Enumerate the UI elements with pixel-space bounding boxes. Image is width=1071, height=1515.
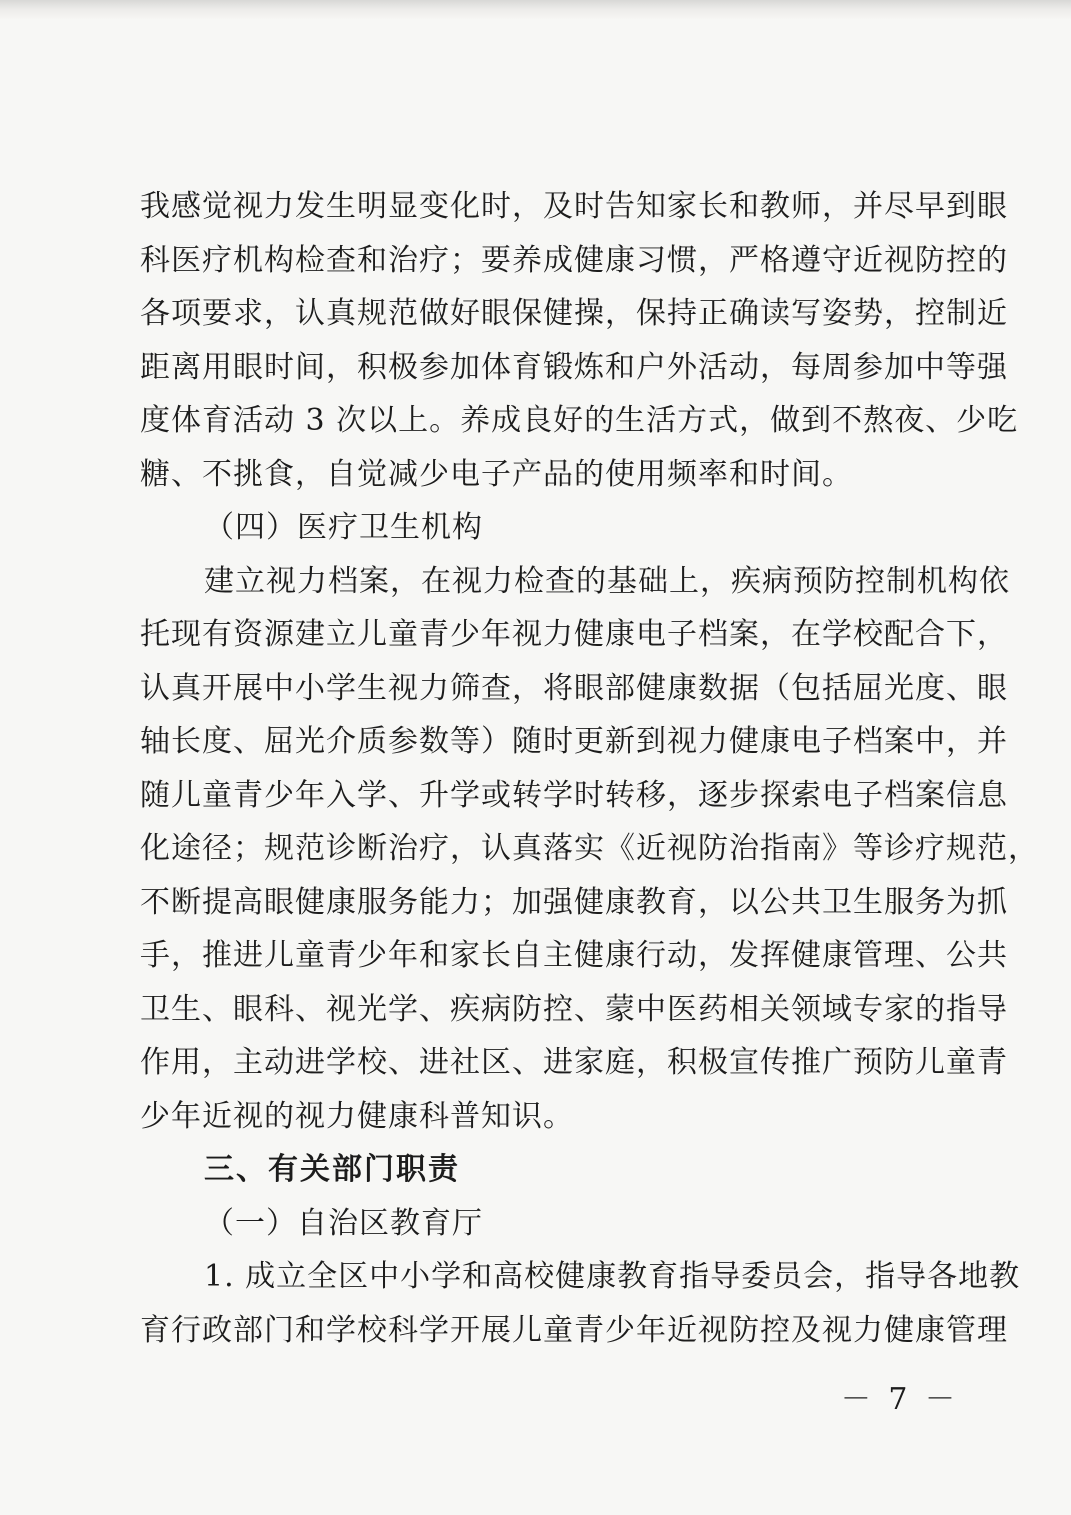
- text-line: 科医疗机构检查和治疗；要养成健康习惯，严格遵守近视防控的: [140, 242, 1008, 278]
- text-line: 手，推进儿童青少年和家长自主健康行动，发挥健康管理、公共: [140, 938, 1008, 973]
- document-body: [140, 180, 1039, 1357]
- text-line: 托现有资源建立儿童青少年视力健康电子档案，在学校配合下，: [140, 617, 1008, 652]
- text-line: 建立视力档案，在视力检查的基础上，疾病预防控制机构依: [204, 563, 1010, 599]
- text-line: 1. 成立全区中小学和高校健康教育指导委员会，指导各地教: [204, 1259, 1021, 1294]
- section-subheading: （一）自治区教育厅: [204, 1205, 483, 1241]
- text-line: 随儿童青少年入学、升学或转学时转移，逐步探索电子档案信息: [140, 777, 1008, 813]
- section-heading: 三、有关部门职责: [204, 1152, 460, 1187]
- text-line: 不断提高眼健康服务能力；加强健康教育，以公共卫生服务为抓: [140, 884, 1008, 920]
- text-line: 糖、不挑食，自觉减少电子产品的使用频率和时间。: [140, 456, 853, 492]
- text-line: 育行政部门和学校科学开展儿童青少年近视防控及视力健康管理: [140, 1312, 1008, 1348]
- text-line: 作用，主动进学校、进社区、进家庭，积极宣传推广预防儿童青: [140, 1045, 1008, 1080]
- text-line: 距离用眼时间，积极参加体育锻炼和户外活动，每周参加中等强: [140, 349, 1008, 385]
- text-line: 化途径；规范诊断治疗，认真落实《近视防治指南》等诊疗规范，: [140, 831, 1039, 866]
- text-line: 各项要求，认真规范做好眼保健操，保持正确读写姿势，控制近: [140, 296, 1008, 331]
- page-number: － 7 －: [840, 1382, 959, 1417]
- scan-top-edge: [0, 0, 1071, 20]
- text-line: 轴长度、屈光介质参数等）随时更新到视力健康电子档案中，并: [140, 724, 1008, 759]
- text-line: 卫生、眼科、视光学、疾病防控、蒙中医药相关领域专家的指导: [140, 991, 1008, 1027]
- section-subheading: （四）医疗卫生机构: [204, 510, 483, 545]
- text-line: 度体育活动 3 次以上。养成良好的生活方式，做到不熬夜、少吃: [140, 403, 1019, 438]
- text-line: 少年近视的视力健康科普知识。: [140, 1098, 574, 1134]
- text-line: 认真开展中小学生视力筛查，将眼部健康数据（包括屈光度、眼: [140, 670, 1008, 706]
- text-line: 我感觉视力发生明显变化时，及时告知家长和教师，并尽早到眼: [140, 189, 1008, 224]
